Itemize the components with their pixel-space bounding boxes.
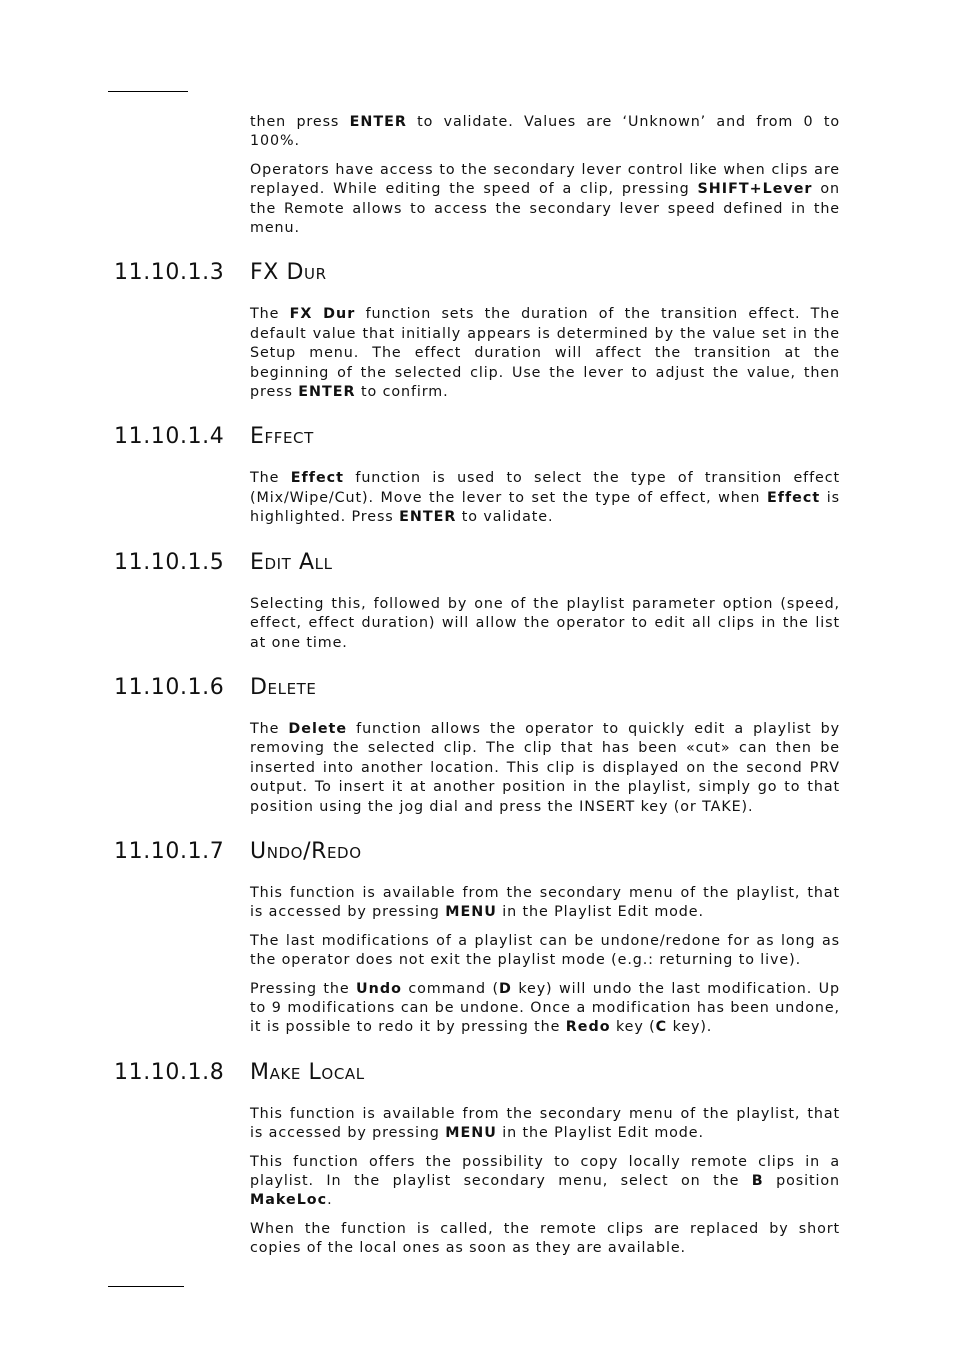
- section-title: Delete: [250, 674, 317, 700]
- body-paragraph: [250, 884, 840, 923]
- body-paragraph: [250, 1220, 840, 1259]
- text-run: then press: [250, 114, 350, 130]
- text-run: key).: [667, 1019, 713, 1036]
- section-heading: [114, 424, 954, 450]
- bold-term: MakeLoc: [250, 1192, 328, 1209]
- text-run: in the Playlist Edit mode.: [496, 904, 704, 921]
- body-paragraph: [250, 305, 840, 402]
- text-run: This function is available from the secondary menu of the playlist, that is accessed by pressing: [250, 1105, 840, 1142]
- text-run: function is used to select the type of transition effect (Mix/Wipe/Cut). Move the lever to set the type of effect, when: [250, 470, 840, 506]
- text-run: is highlighted. Press: [250, 489, 840, 526]
- section-title: Effect: [250, 424, 314, 450]
- section-number: 11.10.1.7: [114, 838, 225, 864]
- text-run: .: [327, 1192, 333, 1209]
- body-paragraph: [250, 1153, 840, 1211]
- text-run: When the function is called, the remote clips are replaced by short copies of the local ones as soon as they are available.: [250, 1220, 840, 1257]
- text-run: The: [250, 720, 289, 737]
- section-title: Edit All: [250, 549, 333, 575]
- bold-term: Effect: [290, 470, 344, 487]
- text-run: in the Playlist Edit mode.: [496, 1125, 704, 1142]
- text-run: command (: [401, 980, 499, 997]
- intro-paragraph: [250, 113, 840, 152]
- header-rule: [108, 91, 188, 92]
- section-title: Make Local: [250, 1059, 365, 1085]
- text-run: position: [763, 1173, 840, 1189]
- body-paragraph: [250, 980, 840, 1038]
- text-run: function allows the operator to quickly edit a playlist by removing the selected clip. The clip that has been «cut» can then be inserted into another location. This clip is displayed on the second PRV output. To insert it at another position in the playlist, simply go to that position using the jog dial and press the INSERT key (or TAKE).: [250, 720, 840, 815]
- text-run: key) will undo the last modification. Up to 9 modifications can be undone. Once a modification has been undone, it is possible to redo it by pressing the: [250, 980, 840, 1036]
- section-heading: [114, 260, 954, 286]
- text-run: key (: [610, 1019, 656, 1036]
- section-number: 11.10.1.5: [114, 549, 225, 575]
- text-run: to validate. Values are ‘Unknown’ and from 0 to 100%.: [250, 114, 840, 150]
- text-run: Operators have access to the secondary lever control like when clips are replayed. While editing the speed of a clip, pressing: [250, 161, 840, 198]
- section-heading: [114, 675, 954, 701]
- bold-term: Undo: [356, 980, 402, 997]
- section-number: 11.10.1.4: [114, 424, 225, 450]
- text-run: The last modifications of a playlist can be undone/redone for as long as the operator does not exit the playlist mode (e.g.: returning to live).: [250, 932, 840, 969]
- section-number: 11.10.1.3: [114, 260, 225, 286]
- section-title: FX Dur: [250, 260, 327, 286]
- bold-term: MENU: [445, 1125, 497, 1142]
- text-run: The: [250, 306, 290, 323]
- body-paragraph: [250, 932, 840, 971]
- bold-term: SHIFT+Lever: [697, 181, 813, 198]
- text-run: The: [250, 470, 291, 487]
- bold-term: B: [751, 1173, 764, 1189]
- bold-term: ENTER: [298, 384, 356, 401]
- text-run: to validate.: [456, 509, 554, 526]
- footer-rule: [108, 1286, 184, 1287]
- bold-term: C: [655, 1019, 668, 1036]
- bold-term: D: [498, 980, 512, 997]
- text-run: Pressing the: [250, 980, 357, 997]
- bold-term: ENTER: [349, 114, 407, 130]
- section-number: 11.10.1.6: [114, 674, 225, 700]
- body-paragraph: [250, 720, 840, 817]
- body-paragraph: [250, 1105, 840, 1144]
- bold-term: Redo: [565, 1019, 611, 1036]
- section-title: Undo/Redo: [250, 838, 362, 864]
- section-number: 11.10.1.8: [114, 1059, 225, 1085]
- body-paragraph: [250, 595, 840, 653]
- text-run: Selecting this, followed by one of the playlist parameter option (speed, effect, effect duration) will allow the operator to edit all clips in the list at one time.: [250, 595, 840, 651]
- intro-paragraph: [250, 161, 840, 239]
- section-heading: [114, 550, 954, 576]
- text-run: on the Remote allows to access the secondary lever speed defined in the menu.: [250, 181, 840, 237]
- text-run: This function offers the possibility to copy locally remote clips in a playlist. In the playlist secondary menu, select on the: [250, 1153, 840, 1189]
- body-paragraph: [250, 469, 840, 527]
- bold-term: MENU: [445, 904, 497, 921]
- bold-term: FX Dur: [289, 306, 356, 323]
- text-run: This function is available from the secondary menu of the playlist, that is accessed by pressing: [250, 884, 840, 921]
- document-body: [0, 113, 954, 1268]
- text-run: function sets the duration of the transition effect. The default value that initially appears is determined by the value set in the Setup menu. The effect duration will affect the transition at the beginning of the selected clip. Use the lever to adjust the value, then press: [250, 306, 840, 401]
- bold-term: Delete: [288, 720, 348, 737]
- bold-term: ENTER: [399, 509, 457, 526]
- text-run: to confirm.: [355, 384, 449, 401]
- section-heading: [114, 839, 954, 865]
- section-heading: [114, 1060, 954, 1086]
- bold-term: Effect: [766, 489, 821, 506]
